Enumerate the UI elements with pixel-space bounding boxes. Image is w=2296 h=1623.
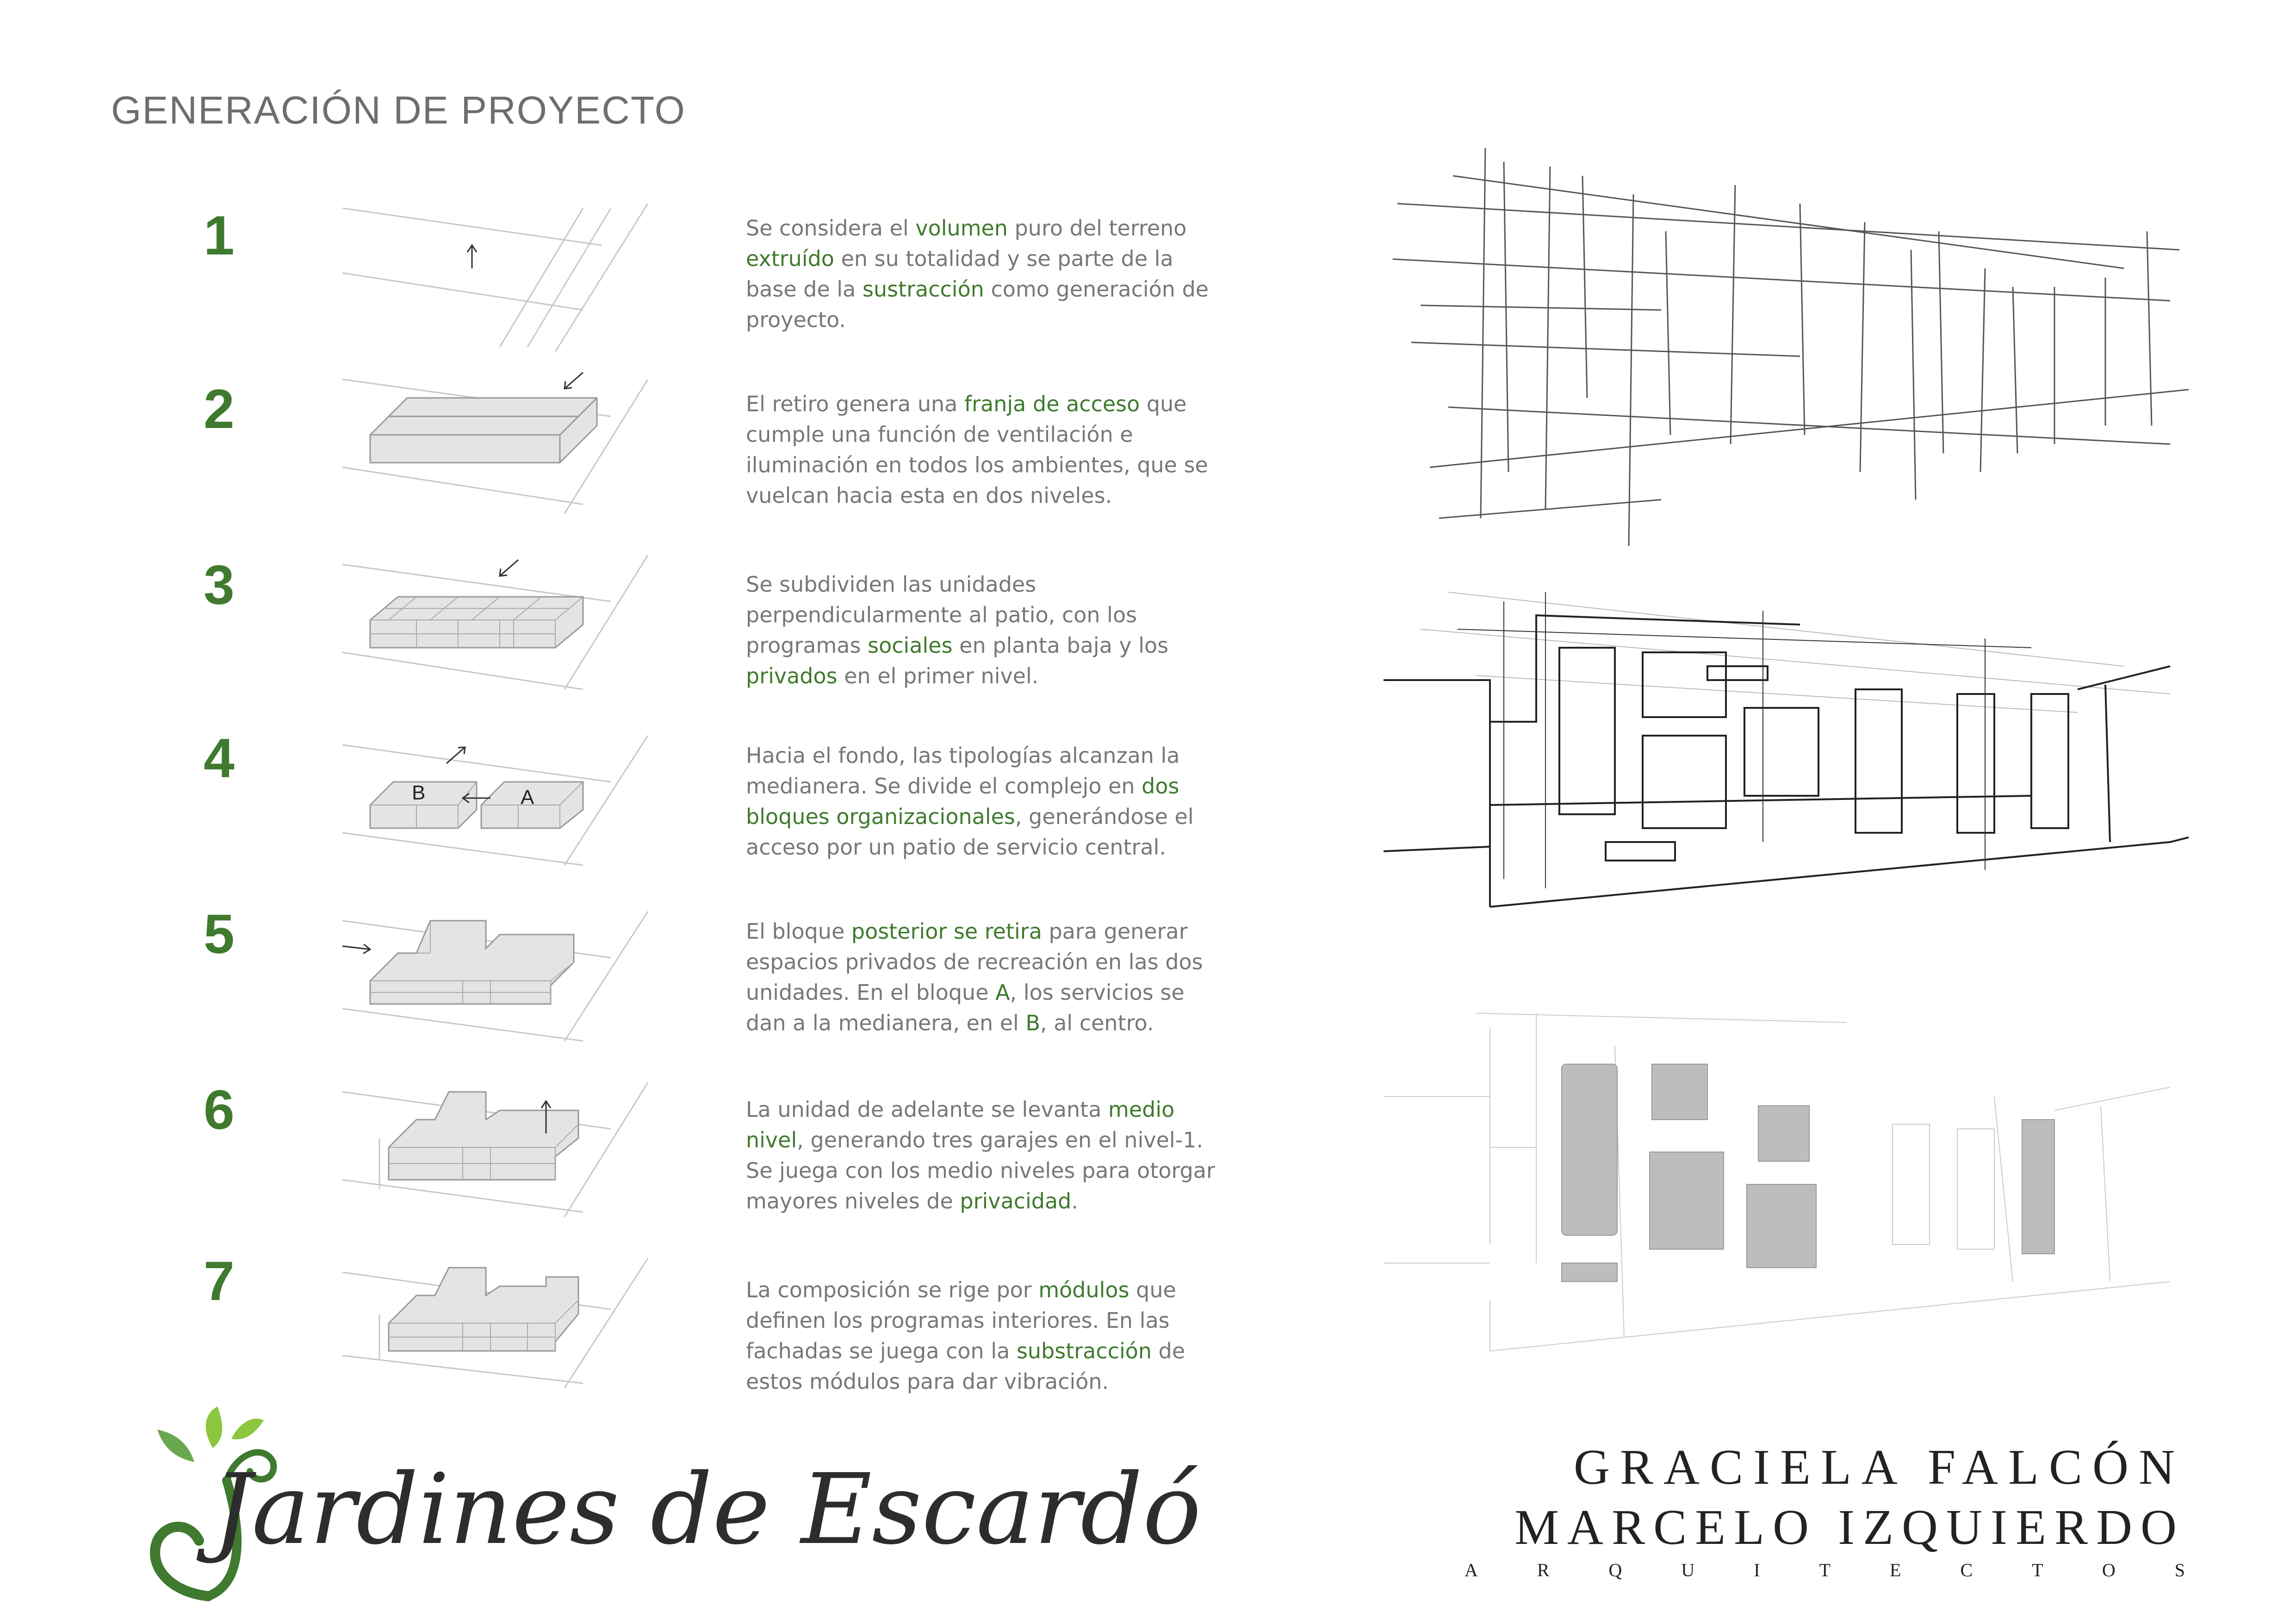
highlight-term: sustracción bbox=[863, 277, 984, 302]
text-segment: como generación de proyecto. bbox=[746, 277, 1209, 332]
page-title: GENERACIÓN DE PROYECTO bbox=[111, 88, 686, 132]
step-text-2 bbox=[746, 389, 1227, 511]
text-segment: que definen los programas interiores. En las fachadas se juega con la bbox=[746, 1277, 1176, 1363]
highlight-term: sociales bbox=[868, 633, 953, 658]
highlight-term: privacidad bbox=[960, 1189, 1072, 1214]
text-segment: La unidad de adelante se levanta bbox=[746, 1097, 1109, 1122]
arrow-diagonal-icon bbox=[565, 372, 583, 389]
step-number-7: 7 bbox=[204, 1250, 235, 1312]
step-text-6 bbox=[746, 1094, 1227, 1216]
text-segment: puro del terreno bbox=[1007, 216, 1187, 241]
text-segment: , al centro. bbox=[1040, 1010, 1154, 1035]
facade-sketch-3 bbox=[1384, 985, 2189, 1383]
step-text-5 bbox=[746, 916, 1227, 1038]
step-text-7 bbox=[746, 1275, 1227, 1397]
diagram-step-2 bbox=[324, 361, 666, 518]
text-segment: , los servicios se dan a la medianera, en el bbox=[746, 980, 1185, 1035]
diagram-step-3 bbox=[324, 537, 666, 694]
facade-sketch-2 bbox=[1384, 555, 2189, 953]
highlight-term: extruído bbox=[746, 246, 834, 271]
diagram-step-7 bbox=[324, 1235, 666, 1393]
arrow-diagonal-icon bbox=[500, 560, 518, 576]
facade-sketch-1 bbox=[1384, 148, 2189, 546]
diagram-step-1 bbox=[324, 194, 666, 352]
highlight-term: volumen bbox=[915, 216, 1008, 241]
step-text-3 bbox=[746, 569, 1227, 691]
block-label-a: A bbox=[521, 786, 534, 809]
highlight-term: privados bbox=[746, 663, 838, 688]
step-number-3: 3 bbox=[204, 554, 235, 616]
arrow-up-icon bbox=[467, 245, 477, 268]
diagram-step-4 bbox=[324, 712, 666, 870]
text-segment: para generar espacios privados de recreación en las dos unidades. En el bloque bbox=[746, 919, 1203, 1005]
highlight-term: substracción bbox=[1016, 1338, 1152, 1363]
highlight-term: posterior se retira bbox=[851, 919, 1042, 944]
step-number-2: 2 bbox=[204, 378, 235, 440]
highlight-term: dos bloques organizacionales bbox=[746, 774, 1179, 829]
text-segment: . bbox=[1071, 1189, 1078, 1214]
text-segment: La composición se rige por bbox=[746, 1277, 1039, 1302]
text-segment: , generándose el acceso por un patio de servicio central. bbox=[746, 804, 1194, 860]
text-segment: Se considera el bbox=[746, 216, 916, 241]
step-number-4: 4 bbox=[204, 727, 235, 789]
text-segment: en su totalidad y se parte de la base de la bbox=[746, 246, 1173, 302]
text-segment: Hacia el fondo, las tipologías alcanzan la medianera. Se divide el complejo en bbox=[746, 743, 1180, 799]
arrow-right-icon bbox=[342, 944, 370, 954]
text-segment: en el primer nivel. bbox=[837, 663, 1039, 688]
highlight-term: franja de acceso bbox=[964, 391, 1140, 416]
firm-name-line-1: GRACIELA FALCÓN bbox=[1573, 1440, 2185, 1495]
text-segment: que cumple una función de ventilación e iluminación en todos los ambientes, que se vuelcan hacia esta en dos niveles. bbox=[746, 391, 1208, 508]
firm-name-line-2: MARCELO IZQUIERDO bbox=[1514, 1500, 2185, 1555]
highlight-term: A bbox=[995, 980, 1010, 1005]
highlight-term: B bbox=[1025, 1010, 1040, 1035]
text-segment: El bloque bbox=[746, 919, 851, 944]
logo bbox=[139, 1406, 1201, 1605]
block-label-b: B bbox=[412, 781, 426, 804]
logo-text: Jardines de Escardó bbox=[213, 1453, 1201, 1566]
text-segment: , generando tres garajes en el nivel-1. Se juega con los medio niveles para otorgar mayores niveles de bbox=[746, 1127, 1215, 1214]
text-segment: en planta baja y los bbox=[952, 633, 1169, 658]
diagram-step-6 bbox=[324, 1064, 666, 1221]
text-segment: Se subdividen las unidades perpendicularmente al patio, con los programas bbox=[746, 572, 1137, 658]
step-number-6: 6 bbox=[204, 1079, 235, 1141]
text-segment: El retiro genera una bbox=[746, 391, 964, 416]
step-number-1: 1 bbox=[204, 204, 235, 266]
highlight-term: medio nivel bbox=[746, 1097, 1175, 1152]
firm-subtitle: ARQUITECTOS bbox=[1464, 1560, 2244, 1580]
highlight-term: módulos bbox=[1038, 1277, 1129, 1302]
step-number-5: 5 bbox=[204, 903, 235, 965]
text-segment: de estos módulos para dar vibración. bbox=[746, 1338, 1185, 1394]
diagram-step-5 bbox=[324, 888, 666, 1046]
step-text-1 bbox=[746, 213, 1227, 335]
step-text-4 bbox=[746, 740, 1227, 862]
